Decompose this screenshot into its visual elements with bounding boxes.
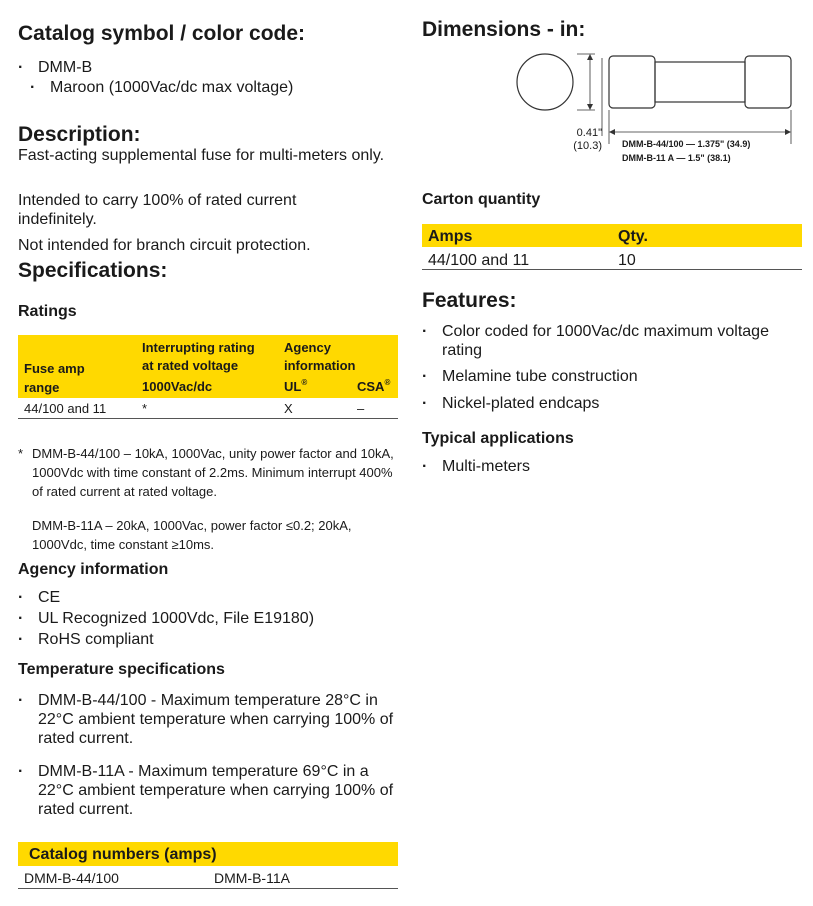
carton-cell-qty: 10 [618,252,636,269]
ratings-col-range-2: range [24,380,60,395]
applications-list [422,457,792,476]
catalog-subitem: · Maroon (1000Vac/dc max voltage) [30,78,410,97]
catalog-item: · DMM-B [18,58,398,77]
fuse-body [655,62,745,102]
description-para-3: Not intended for branch circuit protection. [18,237,311,254]
application-item-multimeters: · Multi-meters [422,457,792,476]
specifications-heading: Specifications: [18,259,168,282]
footnote-mark: * [18,446,24,461]
ratings-col-interrupt-3: 1000Vac/dc [142,379,213,394]
carton-table-rule [422,269,802,270]
agency-item-ce: · CE [18,588,398,607]
description-para-2: Intended to carry 100% of rated current indefinitely. [18,192,297,228]
temperature-heading: Temperature specifications [18,661,225,678]
ratings-col-interrupt-2: at rated voltage [142,358,239,373]
carton-col-qty: Qty. [618,228,648,245]
ratings-cell-range: 44/100 and 11 [24,401,107,416]
diameter-in: 0.41" [576,127,602,139]
ratings-col-interrupt-1: Interrupting rating [142,340,255,355]
ratings-cell-ul: X [284,401,293,416]
agency-heading: Agency information [18,561,169,578]
ratings-heading: Ratings [18,303,77,320]
agency-list [18,588,398,649]
feature-item-tube: · Melamine tube construction [422,367,792,386]
description-para-1: Fast-acting supplemental fuse for multi-meters only. [18,147,385,164]
footnote-2: DMM-B-11A – 20kA, 1000Vac, power factor ≤0.2; 20kA, 1000Vdc, time constant ≥10ms. [32,518,352,552]
ratings-table-rule [18,418,398,419]
fuse-endcap-right [745,56,791,108]
ratings-col-agency-2: information [284,358,356,373]
fuse-end-view-circle [517,54,573,110]
length-label-1: DMM-B-44/100 — 1.375" (34.9) [622,139,751,149]
carton-heading: Carton quantity [422,191,541,208]
catalog-numbers-heading: Catalog numbers (amps) [29,846,217,863]
carton-table-header [422,224,802,247]
length-label-2: DMM-B-11 A — 1.5" (38.1) [622,153,731,163]
features-heading: Features: [422,289,517,312]
fuse-endcap-left [609,56,655,108]
catalog-heading: Catalog symbol / color code: [18,22,306,45]
ratings-col-range-1: Fuse amp [24,361,85,376]
ratings-col-ul: UL® [284,378,308,394]
agency-item-rohs: · RoHS compliant [18,630,398,649]
carton-cell-amps: 44/100 and 11 [428,252,530,269]
diameter-label [566,127,602,153]
features-list [422,322,792,413]
feature-item-endcaps: · Nickel-plated endcaps [422,394,792,413]
diameter-mm: (10.3) [573,140,602,152]
ratings-cell-rating: * [142,401,148,416]
catalog-numbers-rule [18,888,398,889]
ratings-cell-csa: – [357,401,365,416]
temperature-item-44-100: · DMM-B-44/100 - Maximum temperature 28°C in 22°C ambient temperature when carrying 100% of rated current. [18,691,398,748]
description-heading: Description: [18,123,141,146]
ratings-col-agency-1: Agency [284,340,331,355]
catalog-list [18,58,398,77]
applications-heading: Typical applications [422,430,574,447]
temperature-list [18,691,398,819]
agency-item-ul: · UL Recognized 1000Vdc, File E19180) [18,609,398,628]
catalog-number-44-100: DMM-B-44/100 [24,870,119,886]
carton-col-amps: Amps [428,228,473,245]
feature-item-color: · Color coded for 1000Vac/dc maximum voltage rating [422,322,792,360]
ratings-col-csa: CSA® [357,378,391,394]
catalog-number-11a: DMM-B-11A [214,870,290,886]
dimensions-heading: Dimensions - in: [422,18,586,41]
footnote-1: DMM-B-44/100 – 10kA, 1000Vac, unity power factor and 10kA, 1000Vdc with time constant of 2.2ms. Minimum interrupt 400% of rated current at rated voltage. [32,446,394,499]
temperature-item-11a: · DMM-B-11A - Maximum temperature 69°C in a 22°C ambient temperature when carrying 100% of rated current. [18,762,398,819]
catalog-sublist [30,78,410,97]
